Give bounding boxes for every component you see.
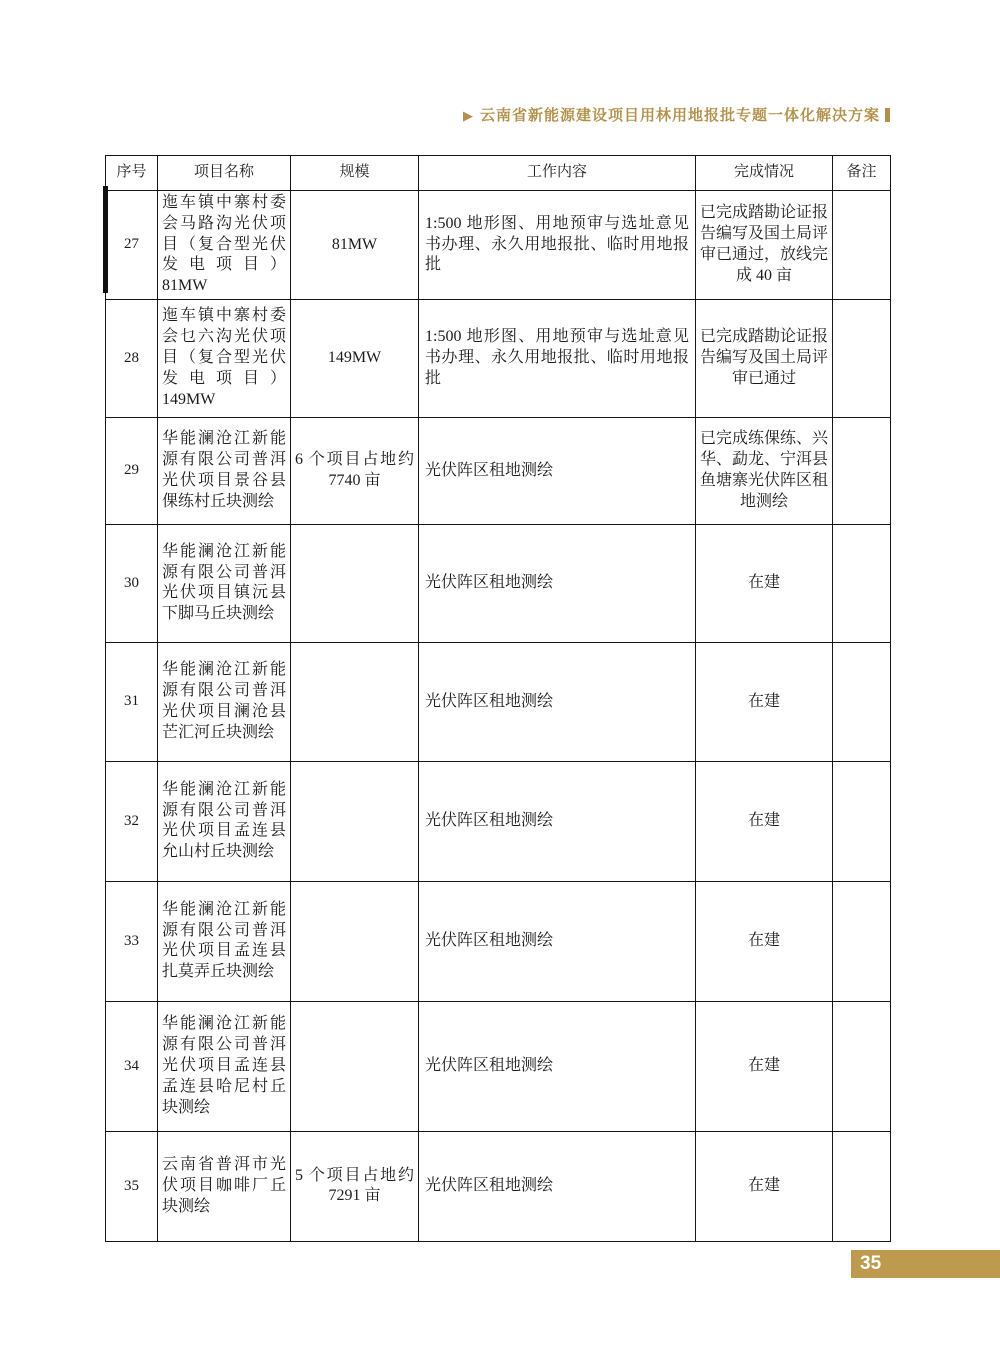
cell-scale — [291, 524, 419, 642]
cell-work-content: 1:500 地形图、用地预审与选址意见书办理、永久用地报批、临时用地报批 — [419, 191, 696, 300]
cell-note — [833, 417, 891, 524]
table-row — [106, 1131, 891, 1241]
col-header-status: 完成情况 — [696, 156, 833, 191]
cell-work-content: 光伏阵区租地测绘 — [419, 881, 696, 1001]
cell-note — [833, 191, 891, 300]
cell-no: 27 — [106, 191, 158, 300]
table-row — [106, 417, 891, 524]
cell-scale — [291, 642, 419, 761]
cell-status: 已完成踏勘论证报告编写及国土局评审已通过，放线完成 40 亩 — [696, 191, 833, 300]
table-header-row — [106, 156, 891, 191]
header-end-bar-icon — [885, 108, 890, 122]
cell-work-content: 光伏阵区租地测绘 — [419, 761, 696, 881]
cell-note — [833, 761, 891, 881]
cell-note — [833, 642, 891, 761]
cell-status: 已完成踏勘论证报告编写及国土局评审已通过 — [696, 299, 833, 417]
table-row — [106, 642, 891, 761]
cell-status: 在建 — [696, 1001, 833, 1131]
cell-no: 32 — [106, 761, 158, 881]
col-header-scale: 规模 — [291, 156, 419, 191]
cell-project-name: 华能澜沧江新能源有限公司普洱光伏项目景谷县倮练村丘块测绘 — [158, 417, 291, 524]
cell-status: 在建 — [696, 524, 833, 642]
table-row — [106, 191, 891, 300]
cell-work-content: 1:500 地形图、用地预审与选址意见书办理、永久用地报批、临时用地报批 — [419, 299, 696, 417]
cell-no: 34 — [106, 1001, 158, 1131]
cell-note — [833, 299, 891, 417]
table-row — [106, 881, 891, 1001]
page-header — [0, 104, 890, 125]
cell-no: 30 — [106, 524, 158, 642]
cell-work-content: 光伏阵区租地测绘 — [419, 642, 696, 761]
cell-no: 35 — [106, 1131, 158, 1241]
cell-work-content: 光伏阵区租地测绘 — [419, 417, 696, 524]
cell-scale: 149MW — [291, 299, 419, 417]
cell-scale — [291, 881, 419, 1001]
scan-artifact-bar — [103, 186, 108, 293]
col-header-name: 项目名称 — [158, 156, 291, 191]
cell-scale: 6 个项目占地约 7740 亩 — [291, 417, 419, 524]
table-row — [106, 1001, 891, 1131]
cell-project-name: 华能澜沧江新能源有限公司普洱光伏项目孟连县允山村丘块测绘 — [158, 761, 291, 881]
col-header-note: 备注 — [833, 156, 891, 191]
arrow-icon: ▶ — [462, 108, 474, 123]
cell-status: 在建 — [696, 642, 833, 761]
cell-work-content: 光伏阵区租地测绘 — [419, 1001, 696, 1131]
cell-work-content: 光伏阵区租地测绘 — [419, 524, 696, 642]
project-table — [105, 155, 891, 1242]
cell-project-name: 华能澜沧江新能源有限公司普洱光伏项目孟连县扎莫弄丘块测绘 — [158, 881, 291, 1001]
col-header-work: 工作内容 — [419, 156, 696, 191]
page-number-badge — [851, 1250, 1000, 1278]
cell-status: 在建 — [696, 1131, 833, 1241]
page-number: 35 — [860, 1253, 882, 1274]
cell-scale: 5 个项目占地约 7291 亩 — [291, 1131, 419, 1241]
cell-status: 在建 — [696, 761, 833, 881]
cell-scale — [291, 1001, 419, 1131]
cell-no: 31 — [106, 642, 158, 761]
cell-project-name: 华能澜沧江新能源有限公司普洱光伏项目澜沧县芒汇河丘块测绘 — [158, 642, 291, 761]
cell-note — [833, 881, 891, 1001]
cell-project-name: 迤车镇中寨村委会马路沟光伏项目（复合型光伏发电项目）81MW — [158, 191, 291, 300]
cell-scale — [291, 761, 419, 881]
cell-work-content: 光伏阵区租地测绘 — [419, 1131, 696, 1241]
cell-no: 29 — [106, 417, 158, 524]
cell-status: 在建 — [696, 881, 833, 1001]
cell-project-name: 华能澜沧江新能源有限公司普洱光伏项目孟连县孟连县哈尼村丘块测绘 — [158, 1001, 291, 1131]
cell-no: 28 — [106, 299, 158, 417]
table-row — [106, 299, 891, 417]
cell-project-name: 华能澜沧江新能源有限公司普洱光伏项目镇沅县下脚马丘块测绘 — [158, 524, 291, 642]
cell-no: 33 — [106, 881, 158, 1001]
cell-note — [833, 1131, 891, 1241]
header-title: 云南省新能源建设项目用林用地报批专题一体化解决方案 — [479, 107, 880, 124]
cell-note — [833, 524, 891, 642]
project-table-container — [105, 155, 891, 1242]
table-row — [106, 761, 891, 881]
cell-project-name: 云南省普洱市光伏项目咖啡厂丘块测绘 — [158, 1131, 291, 1241]
cell-status: 已完成练倮练、兴华、勐龙、宁洱县鱼塘寨光伏阵区租地测绘 — [696, 417, 833, 524]
table-row — [106, 524, 891, 642]
col-header-no: 序号 — [106, 156, 158, 191]
cell-project-name: 迤车镇中寨村委会乜六沟光伏项目（复合型光伏发电项目）149MW — [158, 299, 291, 417]
cell-note — [833, 1001, 891, 1131]
cell-scale: 81MW — [291, 191, 419, 300]
